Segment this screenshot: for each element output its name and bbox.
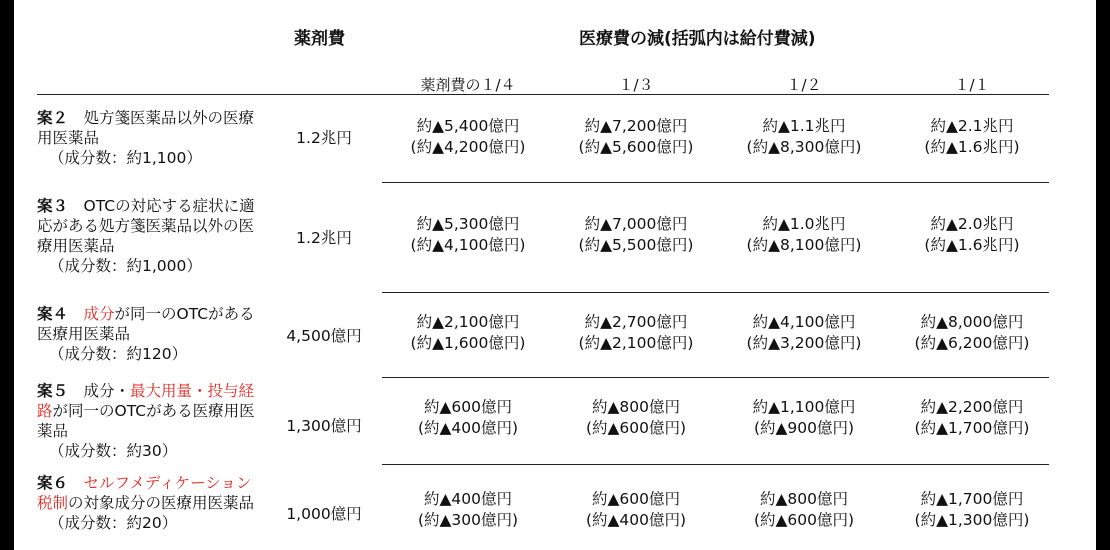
fraction-header-1: 薬剤費の１/４ <box>420 76 516 94</box>
description-text: OTCの対応する症状に適応がある処方箋医薬品以外の医療用医薬品 <box>37 197 255 255</box>
highlighted-text: セルフメディケーション税制 <box>37 474 252 512</box>
benefit-cost-reduction: (約▲5,500億円) <box>578 236 694 254</box>
case-number: 案６ <box>37 474 69 492</box>
medical-cost-reduction: 約▲2,100億円 <box>416 313 520 331</box>
drug-cost-value: 1.2兆円 <box>296 229 352 247</box>
case-number: 案２ <box>37 109 69 127</box>
header-rule <box>37 94 1049 95</box>
benefit-cost-reduction: (約▲1,700億円) <box>914 419 1030 437</box>
row-divider <box>382 182 1049 183</box>
drug-cost-value: 1,300億円 <box>286 417 362 435</box>
description-text: が同一のOTCがある医療用医薬品 <box>37 305 255 343</box>
drug-cost-header: 薬剤費 <box>294 29 345 49</box>
medical-cost-reduction: 約▲7,000億円 <box>584 215 688 233</box>
reduction-cell <box>552 312 720 354</box>
medical-cost-reduction: 約▲2.0兆円 <box>930 215 1014 233</box>
row-label <box>37 196 261 276</box>
reduction-cell <box>888 116 1056 158</box>
medical-cost-reduction: 約▲7,200億円 <box>584 117 688 135</box>
drug-cost-value: 4,500億円 <box>286 327 362 345</box>
row-label <box>37 304 261 364</box>
medical-cost-reduction: 約▲5,300億円 <box>416 215 520 233</box>
reduction-cell <box>384 489 552 531</box>
benefit-cost-reduction: (約▲900億円) <box>753 419 855 437</box>
reduction-cell <box>720 312 888 354</box>
row-label <box>37 108 261 168</box>
benefit-cost-reduction: (約▲600億円) <box>585 419 687 437</box>
benefit-cost-reduction: (約▲3,200億円) <box>746 334 862 352</box>
component-count: （成分数：約1,000） <box>49 257 202 275</box>
fraction-header-4: １/１ <box>954 76 990 94</box>
medical-cost-reduction: 約▲4,100億円 <box>752 313 856 331</box>
case-number: 案３ <box>37 197 69 215</box>
reduction-cell <box>552 489 720 531</box>
reduction-cell <box>720 489 888 531</box>
medical-cost-reduction: 約▲2,200億円 <box>920 398 1024 416</box>
description-text: 成分・ <box>83 382 131 400</box>
medical-cost-reduction: 約▲1,100億円 <box>752 398 856 416</box>
row-label <box>37 381 261 461</box>
benefit-cost-reduction: (約▲1,300億円) <box>914 511 1030 529</box>
benefit-cost-reduction: (約▲2,100億円) <box>578 334 694 352</box>
benefit-cost-reduction: (約▲5,600億円) <box>578 138 694 156</box>
benefit-cost-reduction: (約▲300億円) <box>417 511 519 529</box>
row-label <box>37 473 261 533</box>
reduction-header: 医療費の減(括弧内は給付費減) <box>579 29 816 49</box>
component-count: （成分数：約1,100） <box>49 149 202 167</box>
component-count: （成分数：約30） <box>49 442 178 460</box>
benefit-cost-reduction: (約▲8,300億円) <box>746 138 862 156</box>
benefit-cost-reduction: (約▲4,100億円) <box>410 236 526 254</box>
reduction-cell <box>720 214 888 256</box>
reduction-cell <box>888 397 1056 439</box>
row-divider <box>382 464 1049 465</box>
benefit-cost-reduction: (約▲1.6兆円) <box>924 236 1020 254</box>
document-page <box>14 0 1096 550</box>
reduction-cell <box>888 214 1056 256</box>
benefit-cost-reduction: (約▲400億円) <box>585 511 687 529</box>
row-divider <box>382 292 1049 293</box>
component-count: （成分数：約20） <box>49 514 178 532</box>
reduction-cell <box>552 116 720 158</box>
medical-cost-reduction: 約▲800億円 <box>591 398 680 416</box>
drug-cost-value: 1,000億円 <box>286 505 362 523</box>
reduction-cell <box>384 116 552 158</box>
fraction-header-2: １/３ <box>618 76 654 94</box>
benefit-cost-reduction: (約▲8,100億円) <box>746 236 862 254</box>
benefit-cost-reduction: (約▲600億円) <box>753 511 855 529</box>
row-divider <box>382 377 1049 378</box>
case-number: 案５ <box>37 382 69 400</box>
highlighted-text: 最大用量・投与経路 <box>37 382 255 420</box>
drug-cost-value: 1.2兆円 <box>296 129 352 147</box>
medical-cost-reduction: 約▲1,700億円 <box>920 490 1024 508</box>
benefit-cost-reduction: (約▲1,600億円) <box>410 334 526 352</box>
description-text: が同一のOTCがある医療用医薬品 <box>37 402 255 440</box>
medical-cost-reduction: 約▲800億円 <box>759 490 848 508</box>
medical-cost-reduction: 約▲600億円 <box>591 490 680 508</box>
reduction-cell <box>384 312 552 354</box>
reduction-cell <box>888 489 1056 531</box>
medical-cost-reduction: 約▲5,400億円 <box>416 117 520 135</box>
medical-cost-reduction: 約▲1.0兆円 <box>762 215 846 233</box>
medical-cost-reduction: 約▲400億円 <box>423 490 512 508</box>
reduction-cell <box>720 116 888 158</box>
benefit-cost-reduction: (約▲1.6兆円) <box>924 138 1020 156</box>
reduction-cell <box>552 214 720 256</box>
reduction-cell <box>720 397 888 439</box>
reduction-cell <box>888 312 1056 354</box>
medical-cost-reduction: 約▲600億円 <box>423 398 512 416</box>
benefit-cost-reduction: (約▲400億円) <box>417 419 519 437</box>
medical-cost-reduction: 約▲2,700億円 <box>584 313 688 331</box>
benefit-cost-reduction: (約▲6,200億円) <box>914 334 1030 352</box>
description-text: 処方箋医薬品以外の医療用医薬品 <box>37 109 255 147</box>
benefit-cost-reduction: (約▲4,200億円) <box>410 138 526 156</box>
reduction-cell <box>552 397 720 439</box>
reduction-cell <box>384 397 552 439</box>
case-number: 案４ <box>37 305 69 323</box>
reduction-cell <box>384 214 552 256</box>
component-count: （成分数：約120） <box>49 345 188 363</box>
description-text: の対象成分の医療用医薬品 <box>68 494 255 512</box>
highlighted-text: 成分 <box>83 305 115 323</box>
medical-cost-reduction: 約▲8,000億円 <box>920 313 1024 331</box>
medical-cost-reduction: 約▲1.1兆円 <box>762 117 846 135</box>
medical-cost-reduction: 約▲2.1兆円 <box>930 117 1014 135</box>
fraction-header-3: １/２ <box>786 76 822 94</box>
